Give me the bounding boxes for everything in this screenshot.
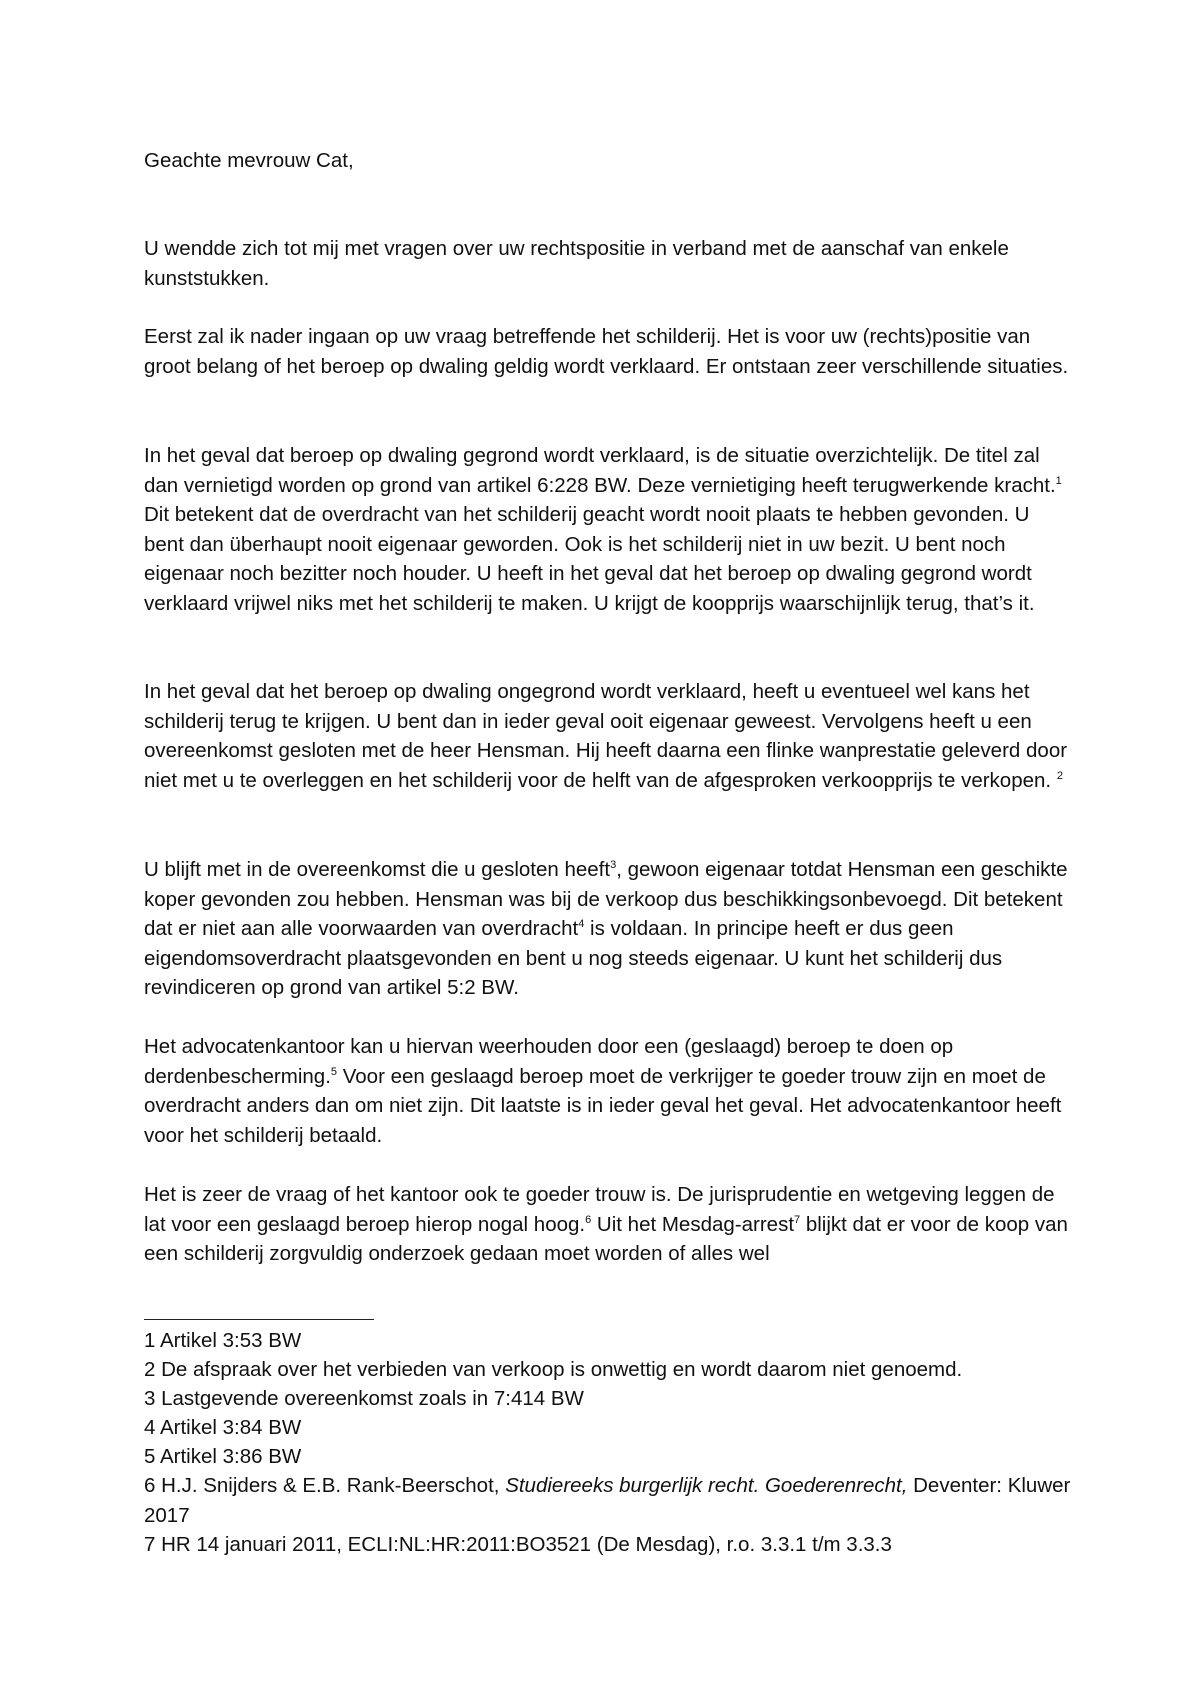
footnote-ref-5: 5 (330, 1065, 338, 1078)
salutation: Geachte mevrouw Cat, (144, 149, 354, 172)
paragraph-dwaling-gegrond (144, 441, 1074, 618)
text-segment: , gewoon eigenaar totdat Hensman een geschikte koper gevonden zou hebben. Hensman was bij de verkoop dus beschikkingsonbevoegd. Dit betekent dat er niet aan alle voorwaarden van overdracht (144, 858, 1068, 940)
footnote-6-title: Studiereeks burgerlijk recht. Goederenrecht, (505, 1474, 908, 1497)
footnote-ref-7: 7 (794, 1213, 801, 1226)
footnote-2: 2 De afspraak over het verbieden van verkoop is onwettig en wordt daarom niet genoemd. (144, 1358, 963, 1381)
paragraph-eigenaar (144, 855, 1074, 1003)
footnote-6-authors: 6 H.J. Snijders & E.B. Rank-Beerschot, (144, 1474, 506, 1497)
footnote-ref-3: 3 (610, 859, 617, 872)
text-segment: Uit het Mesdag-arrest (591, 1212, 795, 1236)
text-segment: In het geval dat beroep op dwaling gegrond wordt verklaard, is de situatie overzichtelijk. De titel zal dan vernietigd worden op grond van artikel 6:228 BW. Deze vernietiging heeft terugwerkende kracht. (144, 444, 1056, 497)
footnote-ref-6: 6 (585, 1213, 592, 1226)
footnote-ref-4: 4 (578, 918, 585, 931)
footnote-separator (144, 1319, 374, 1320)
text-segment: is voldaan. In principe heeft er dus geen eigendomsoverdracht plaatsgevonden en bent u nog steeds eigenaar. U kunt het schilderij dus revindiceren op grond van artikel 5:2 BW. (144, 917, 1003, 999)
paragraph-intro: U wendde zich tot mij met vragen over uw rechtspositie in verband met de aanschaf van enkele kunststukken. (144, 237, 1009, 290)
text-segment: blijkt dat er voor de koop van een schilderij zorgvuldig onderzoek gedaan moet worden of alles wel (144, 1212, 1068, 1265)
text-segment: In het geval dat het beroep op dwaling ongegrond wordt verklaard, heeft u eventueel wel kans het schilderij terug te krijgen. U bent dan in ieder geval ooit eigenaar geweest. Vervolgens heeft u een overeenkomst gesloten met de heer Hensman. Hij heeft daarna een flinke wanprestatie geleverd door niet met u te overleggen en het schilderij voor de helft van de afgesproken verkoopprijs te verkopen. (144, 680, 1068, 792)
footnote-ref-1: 1 (1055, 474, 1062, 487)
text-segment: Dit betekent dat de overdracht van het schilderij geacht wordt nooit plaats te hebben gevonden. U bent dan überhaupt nooit eigenaar geworden. Ook is het schilderij niet in uw bezit. U bent noch eigenaar noch bezitter noch houder. U heeft in het geval dat het beroep op dwaling gegrond wordt verklaard vrijwel niks met het schilderij te maken. U krijgt de koopprijs waarschijnlijk terug, that’s it. (144, 503, 1035, 615)
paragraph-goede-trouw (144, 1180, 1074, 1269)
paragraph-derdenbescherming (144, 1032, 1074, 1150)
footnote-ref-2: 2 (1056, 769, 1063, 782)
footnote-6-publisher: Deventer: Kluwer 2017 (144, 1474, 1071, 1527)
text-segment: Het is zeer de vraag of het kantoor ook te goeder trouw is. De jurisprudentie en wetgeving leggen de lat voor een geslaagd beroep hierop nogal hoog. (144, 1183, 1055, 1236)
text-segment: Het advocatenkantoor kan u hiervan weerhouden door een (geslaagd) beroep te doen op derdenbescherming. (144, 1035, 954, 1088)
footnote-3: 3 Lastgevende overeenkomst zoals in 7:414 BW (144, 1387, 584, 1410)
footnote-1: 1 Artikel 3:53 BW (144, 1329, 302, 1352)
paragraph-dwaling-ongegrond (144, 677, 1074, 795)
footnote-4: 4 Artikel 3:84 BW (144, 1416, 302, 1439)
footnote-6 (144, 1471, 1074, 1530)
text-segment: Voor een geslaagd beroep moet de verkrijger te goeder trouw zijn en moet de overdracht anders dan om niet zijn. Dit laatste is in ieder geval het geval. Het advocatenkantoor heeft voor het schilderij betaald. (144, 1064, 1062, 1147)
text-segment: U blijft met in de overeenkomst die u gesloten heeft (144, 858, 611, 881)
footnote-5: 5 Artikel 3:86 BW (144, 1445, 302, 1468)
paragraph-painting-question: Eerst zal ik nader ingaan op uw vraag betreffende het schilderij. Het is voor uw (rechts)positie van groot belang of het beroep op dwaling geldig wordt verklaard. Er ontstaan zeer verschillende situaties. (144, 325, 1069, 378)
footnote-7: 7 HR 14 januari 2011, ECLI:NL:HR:2011:BO3521 (De Mesdag), r.o. 3.3.1 t/m 3.3.3 (144, 1533, 892, 1556)
